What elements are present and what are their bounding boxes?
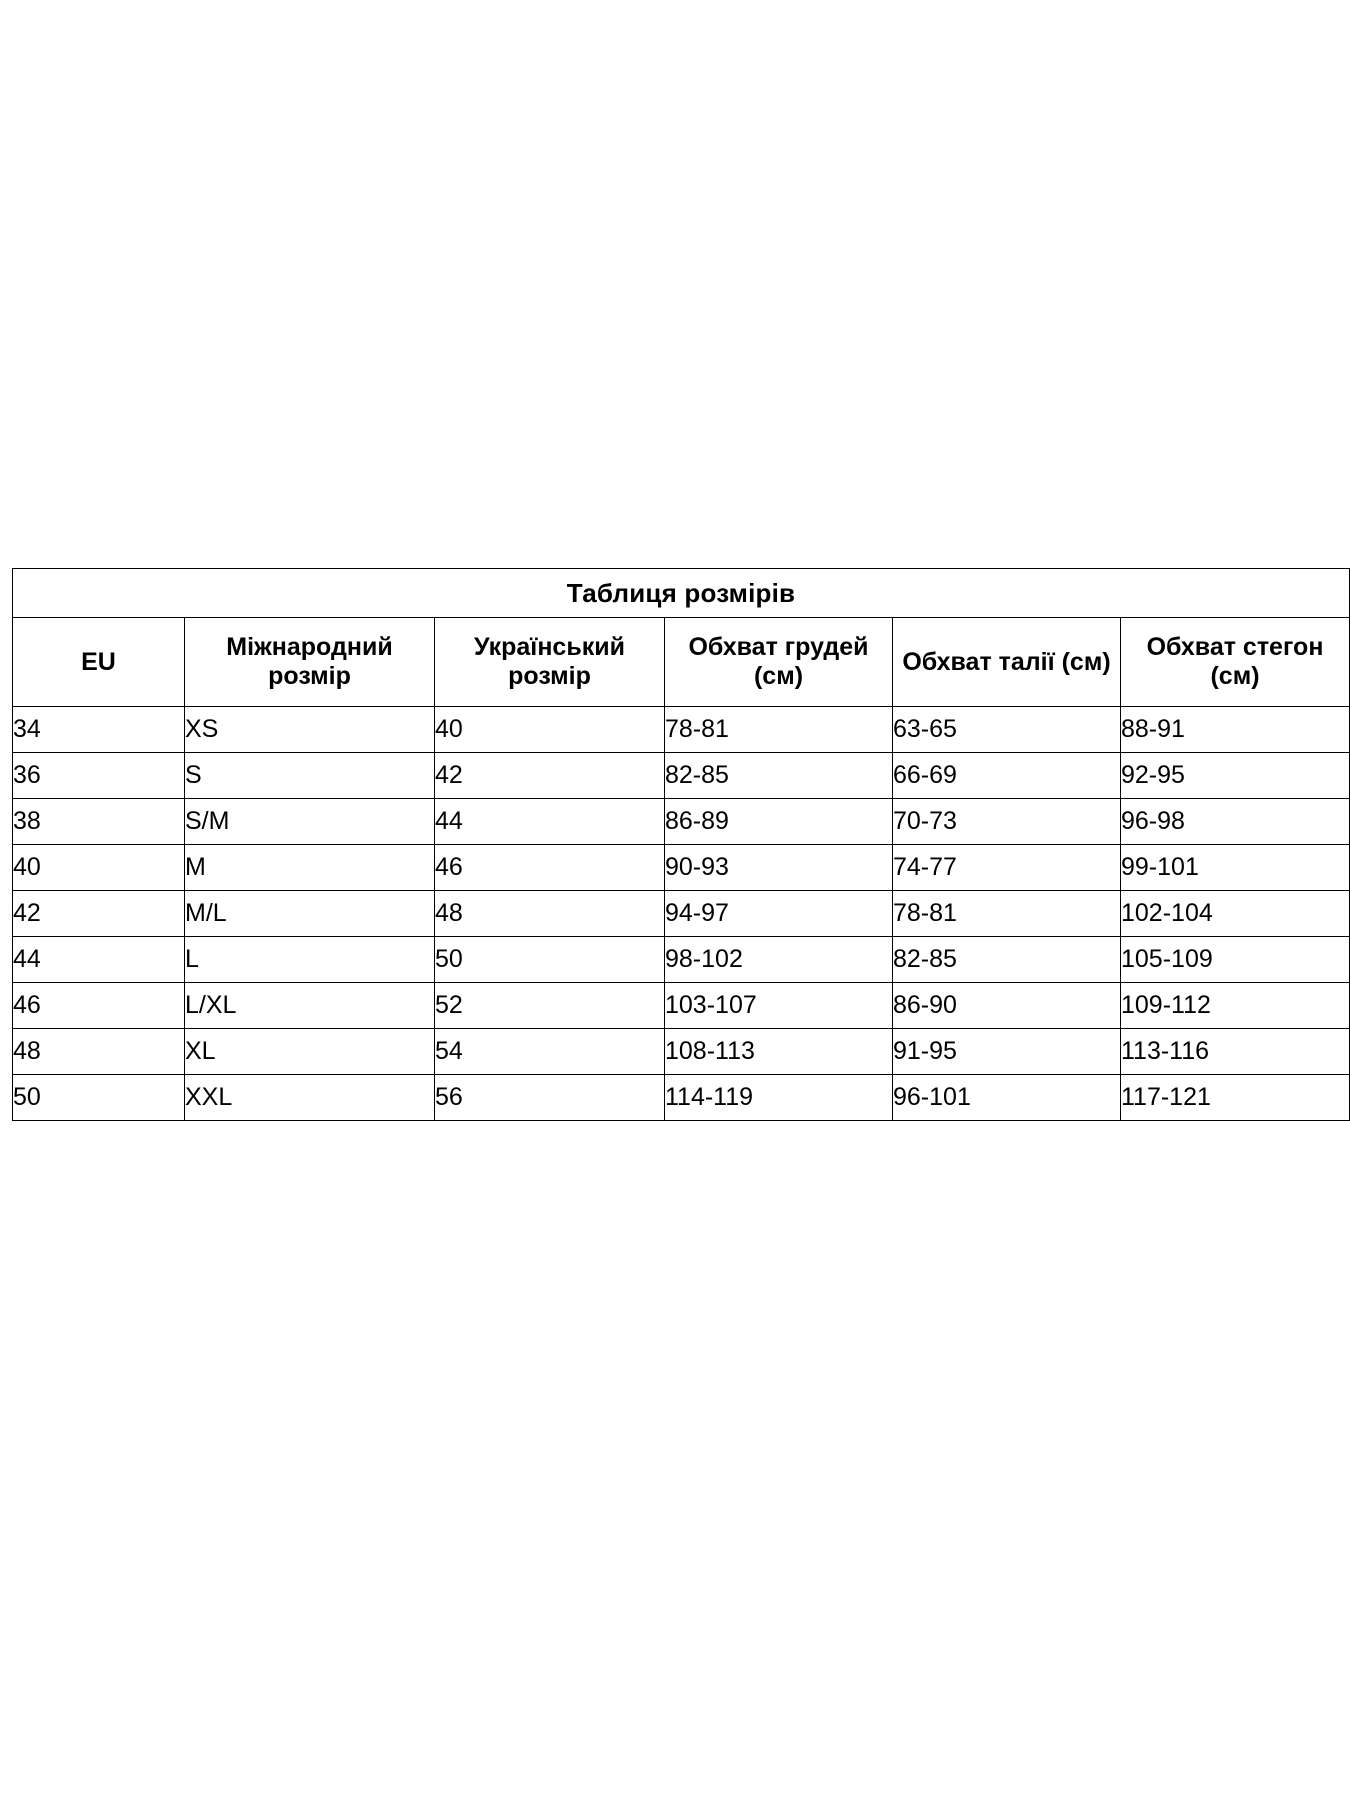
table-row [13, 891, 1350, 937]
cell-hips: 113-116 [1121, 1029, 1350, 1075]
cell-international: L/XL [185, 983, 435, 1029]
cell-waist: 96-101 [893, 1075, 1121, 1121]
table-row [13, 937, 1350, 983]
cell-international: XS [185, 707, 435, 753]
cell-chest: 98-102 [665, 937, 893, 983]
cell-waist: 78-81 [893, 891, 1121, 937]
table-row [13, 753, 1350, 799]
cell-ukrainian: 42 [435, 753, 665, 799]
table-row [13, 845, 1350, 891]
cell-ukrainian: 50 [435, 937, 665, 983]
cell-eu: 34 [13, 707, 185, 753]
cell-international: L [185, 937, 435, 983]
cell-ukrainian: 46 [435, 845, 665, 891]
cell-waist: 66-69 [893, 753, 1121, 799]
column-header-hips: Обхват стегон (см) [1121, 618, 1350, 707]
table-row [13, 983, 1350, 1029]
cell-hips: 96-98 [1121, 799, 1350, 845]
cell-waist: 86-90 [893, 983, 1121, 1029]
size-chart-container [12, 568, 1350, 1121]
column-header-chest: Обхват грудей (см) [665, 618, 893, 707]
column-header-eu: EU [13, 618, 185, 707]
cell-waist: 91-95 [893, 1029, 1121, 1075]
cell-waist: 63-65 [893, 707, 1121, 753]
column-header-international-size: Міжнародний розмір [185, 618, 435, 707]
cell-eu: 44 [13, 937, 185, 983]
size-chart-table [12, 568, 1350, 1121]
table-row [13, 707, 1350, 753]
cell-international: S/M [185, 799, 435, 845]
cell-ukrainian: 52 [435, 983, 665, 1029]
cell-hips: 105-109 [1121, 937, 1350, 983]
cell-ukrainian: 40 [435, 707, 665, 753]
cell-hips: 102-104 [1121, 891, 1350, 937]
cell-waist: 82-85 [893, 937, 1121, 983]
cell-international: M [185, 845, 435, 891]
cell-hips: 99-101 [1121, 845, 1350, 891]
cell-eu: 36 [13, 753, 185, 799]
cell-hips: 92-95 [1121, 753, 1350, 799]
table-caption-row [13, 569, 1350, 618]
column-header-waist: Обхват талії (см) [893, 618, 1121, 707]
cell-waist: 74-77 [893, 845, 1121, 891]
table-title: Таблиця розмірів [13, 569, 1350, 618]
cell-international: M/L [185, 891, 435, 937]
cell-chest: 82-85 [665, 753, 893, 799]
table-row [13, 1029, 1350, 1075]
cell-hips: 109-112 [1121, 983, 1350, 1029]
cell-international: XXL [185, 1075, 435, 1121]
column-header-ukrainian-size: Український розмір [435, 618, 665, 707]
cell-international: S [185, 753, 435, 799]
cell-chest: 114-119 [665, 1075, 893, 1121]
cell-ukrainian: 44 [435, 799, 665, 845]
cell-eu: 46 [13, 983, 185, 1029]
cell-eu: 38 [13, 799, 185, 845]
cell-eu: 40 [13, 845, 185, 891]
cell-ukrainian: 56 [435, 1075, 665, 1121]
cell-ukrainian: 48 [435, 891, 665, 937]
cell-chest: 103-107 [665, 983, 893, 1029]
cell-eu: 50 [13, 1075, 185, 1121]
cell-chest: 90-93 [665, 845, 893, 891]
cell-chest: 94-97 [665, 891, 893, 937]
cell-international: XL [185, 1029, 435, 1075]
cell-chest: 86-89 [665, 799, 893, 845]
cell-chest: 78-81 [665, 707, 893, 753]
cell-waist: 70-73 [893, 799, 1121, 845]
cell-eu: 48 [13, 1029, 185, 1075]
cell-ukrainian: 54 [435, 1029, 665, 1075]
cell-eu: 42 [13, 891, 185, 937]
cell-chest: 108-113 [665, 1029, 893, 1075]
table-row [13, 799, 1350, 845]
cell-hips: 88-91 [1121, 707, 1350, 753]
table-row [13, 1075, 1350, 1121]
table-header-row [13, 618, 1350, 707]
cell-hips: 117-121 [1121, 1075, 1350, 1121]
